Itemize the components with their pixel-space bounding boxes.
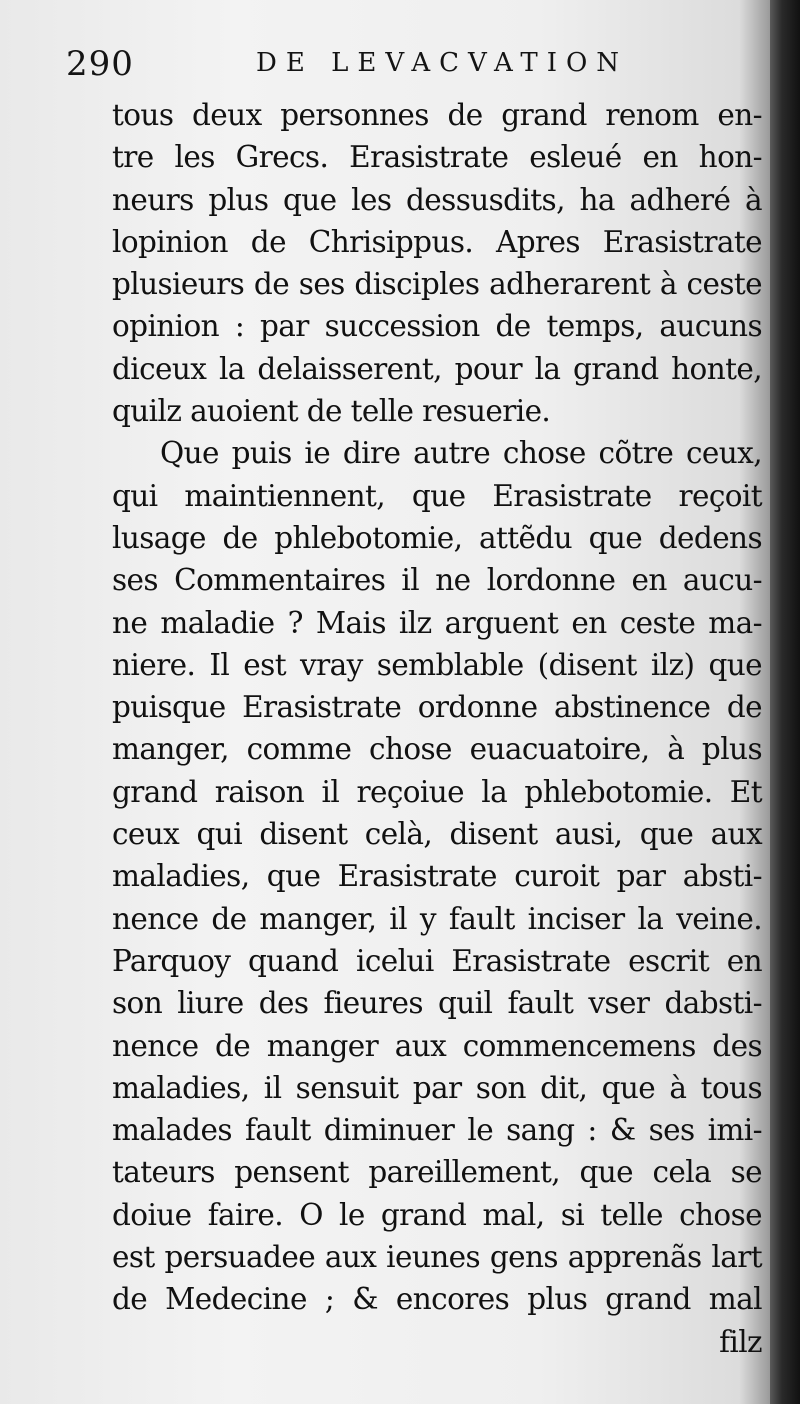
text-line: malades fault diminuer le sang : & ses imi- xyxy=(112,1113,762,1148)
text-line: maladies, que Erasistrate curoit par absti- xyxy=(112,859,762,894)
text-line: quilz auoient de telle resuerie. xyxy=(112,394,551,429)
text-line: tateurs pensent pareillement, que cela se xyxy=(112,1155,762,1190)
text-line: grand raison il reçoiue la phlebotomie. Et xyxy=(112,774,762,809)
book-spine-shadow xyxy=(770,0,800,1404)
text-line: tous deux personnes de grand renom en- xyxy=(112,98,762,132)
text-line: doiue faire. O le grand mal, si telle chose xyxy=(112,1197,762,1232)
text-line: Que puis ie dire autre chose cõtre ceux, xyxy=(160,436,762,471)
text-line: nence de manger aux commencemens des xyxy=(112,1028,762,1063)
text-line: ne maladie ? Mais ilz arguent en ceste ma- xyxy=(112,605,762,640)
running-head xyxy=(66,40,766,90)
text-line: puisque Erasistrate ordonne abstinence de xyxy=(112,690,762,725)
text-line: nence de manger, il y fault inciser la veine. xyxy=(112,901,762,936)
body-text xyxy=(112,94,762,1363)
text-line: tre les Grecs. Erasistrate esleué en hon- xyxy=(112,140,762,175)
text-line: ceux qui disent celà, disent ausi, que aux xyxy=(112,817,762,852)
text-line: lopinion de Chrisippus. Apres Erasistrate xyxy=(112,224,762,259)
text-line: manger, comme chose euacuatoire, à plus xyxy=(112,732,762,767)
text-line: qui maintiennent, que Erasistrate reçoit xyxy=(112,478,762,513)
text-line: plusieurs de ses disciples adherarent à ceste xyxy=(112,267,762,302)
text-line: niere. Il est vray semblable (disent ilz) que xyxy=(112,647,762,682)
running-title: DE LEVACVATION xyxy=(256,48,629,78)
text-line: lusage de phlebotomie, attẽdu que dedens xyxy=(112,520,762,555)
page-number: 290 xyxy=(66,44,134,84)
catchword: filz xyxy=(719,1324,762,1359)
text-line: Parquoy quand icelui Erasistrate escrit en xyxy=(112,943,762,978)
text-line: est persuadee aux ieunes gens apprenãs lart xyxy=(112,1240,762,1275)
text-line: diceux la delaisserent, pour la grand honte, xyxy=(112,351,762,386)
text-line: neurs plus que les dessusdits, ha adheré à xyxy=(112,182,762,217)
text-line: maladies, il sensuit par son dit, que à tous xyxy=(112,1070,762,1105)
text-line: ses Commentaires il ne lordonne en aucu- xyxy=(112,563,762,598)
text-line: de Medecine ; & encores plus grand mal xyxy=(112,1282,762,1317)
text-line: son liure des fieures quil fault vser dabsti- xyxy=(112,986,762,1021)
text-line: opinion : par succession de temps, aucuns xyxy=(112,309,762,344)
